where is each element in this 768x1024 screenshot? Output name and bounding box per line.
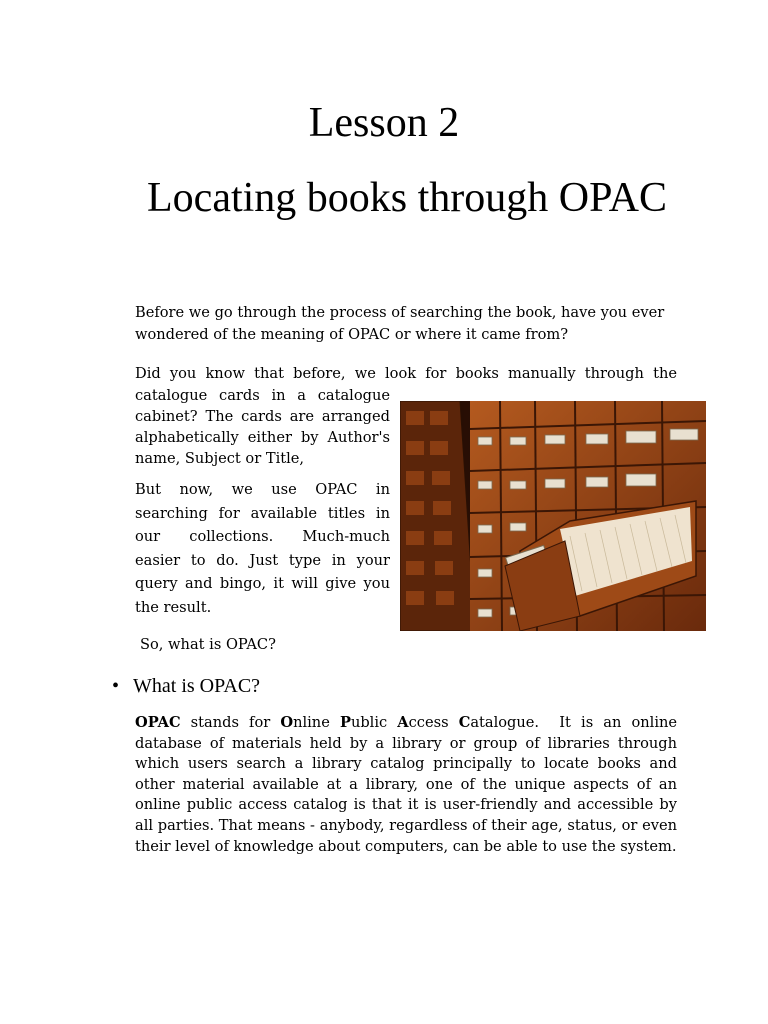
opac-term: OPAC — [135, 714, 181, 731]
so-what-question: So, what is OPAC? — [140, 636, 276, 653]
initial-c: C — [458, 714, 471, 731]
word-online: nline — [293, 714, 330, 731]
card-catalogue-photo — [400, 401, 706, 631]
word-access: ccess — [408, 714, 449, 731]
stands-for-text: stands for — [190, 714, 271, 731]
bullet-point: • — [112, 675, 120, 697]
did-you-know-paragraph: catalogue cards in a catalogue cabinet? The cards are arranged alphabetically either by Author's name, Subject or Title, — [135, 387, 390, 467]
intro-paragraph: Before we go through the process of searching the book, have you ever wondered of the meaning of OPAC or where it came from? — [135, 304, 665, 343]
word-public: ublic — [350, 714, 388, 731]
opac-definition-paragraph — [135, 713, 677, 857]
opac-definition-body: It is an online database of materials held by a library or group of libraries through which users search a library catalog principally to locate books and other material available at a library, one of the unique aspects of an online public access catalog is that it is user-friendly and accessible by all parties. That means - anybody, regardless of their age, status, or even their level of knowledge about computers, can be able to use the system. — [135, 714, 678, 855]
but-now-paragraph: But now, we use OPAC in searching for available titles in our collections. Much-much easier to do. Just type in your query and bingo, it will give you the result. — [135, 481, 390, 616]
initial-a: A — [397, 714, 409, 731]
did-you-know-first-line: Did you know that before, we look for books manually through the — [135, 365, 677, 382]
section-heading-text: What is OPAC? — [133, 675, 261, 697]
word-catalogue: atalogue. — [470, 714, 540, 731]
lesson-title: Locating books through OPAC — [147, 175, 667, 221]
section-heading-what-is-opac — [112, 672, 260, 700]
initial-o: O — [280, 714, 294, 731]
lesson-number: Lesson 2 — [308, 100, 460, 146]
initial-p: P — [339, 714, 351, 731]
card-catalogue-illustration — [400, 401, 706, 631]
